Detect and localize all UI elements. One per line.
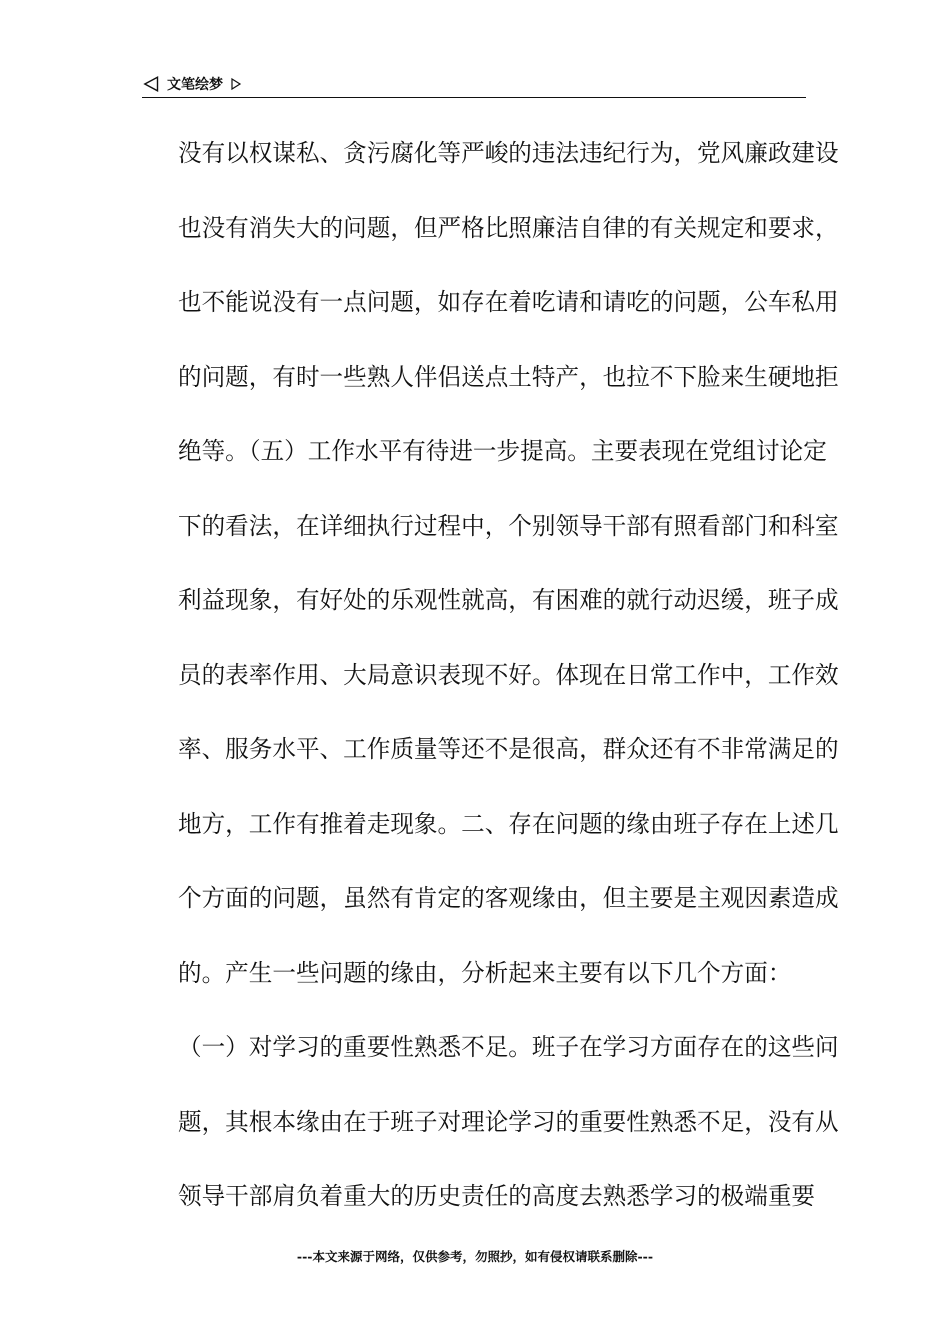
- text-line-8: 员的表率作用、大局意识表现不好。体现在日常工作中，工作效: [178, 660, 839, 689]
- text-line-10: 地方，工作有推着走现象。二、存在问题的缘由班子存在上述几: [178, 809, 839, 838]
- right-triangle-icon: [230, 77, 242, 91]
- text-line-1: 没有以权谋私、贪污腐化等严峻的违法违纪行为，党风廉政建设: [178, 139, 839, 167]
- text-line-2: 也没有消失大的问题，但严格比照廉洁自律的有关规定和要求，: [178, 213, 839, 242]
- text-line-7: 利益现象，有好处的乐观性就高，有困难的就行动迟缓，班子成: [178, 586, 839, 614]
- source-notice: ---本文来源于网络，仅供参考，勿照抄，如有侵权请联系删除---: [296, 1249, 654, 1264]
- text-line-4: 的问题，有时一些熟人伴侣送点土特产，也拉不下脸来生硬地拒: [178, 362, 839, 391]
- text-line-5: 绝等。（五）工作水平有待进一步提高。主要表现在党组讨论定: [178, 437, 827, 465]
- text-line-9: 率、服务水平、工作质量等还不是很高，群众还有不非常满足的: [178, 735, 839, 763]
- brand-name: 文笔绘梦: [167, 77, 223, 93]
- document-body: [178, 136, 839, 1254]
- text-line-11: 个方面的问题，虽然有肯定的客观缘由，但主要是主观因素造成: [178, 884, 839, 912]
- document-header: [142, 72, 806, 100]
- text-line-14: 题，其根本缘由在于班子对理论学习的重要性熟悉不足，没有从: [178, 1107, 839, 1136]
- text-line-6: 下的看法，在详细执行过程中，个别领导干部有照看部门和科室: [178, 511, 839, 540]
- brand: [142, 72, 242, 96]
- text-line-15: 领导干部肩负着重大的历史责任的高度去熟悉学习的极端重要: [178, 1182, 816, 1210]
- text-line-3: 也不能说没有一点问题，如存在着吃请和请吃的问题，公车私用: [178, 288, 839, 316]
- text-line-13: （一）对学习的重要性熟悉不足。班子在学习方面存在的这些问: [178, 1033, 839, 1061]
- left-triangle-icon: [142, 75, 160, 93]
- header-divider: [142, 97, 806, 98]
- text-line-12: 的。产生一些问题的缘由，分析起来主要有以下几个方面：: [178, 958, 792, 987]
